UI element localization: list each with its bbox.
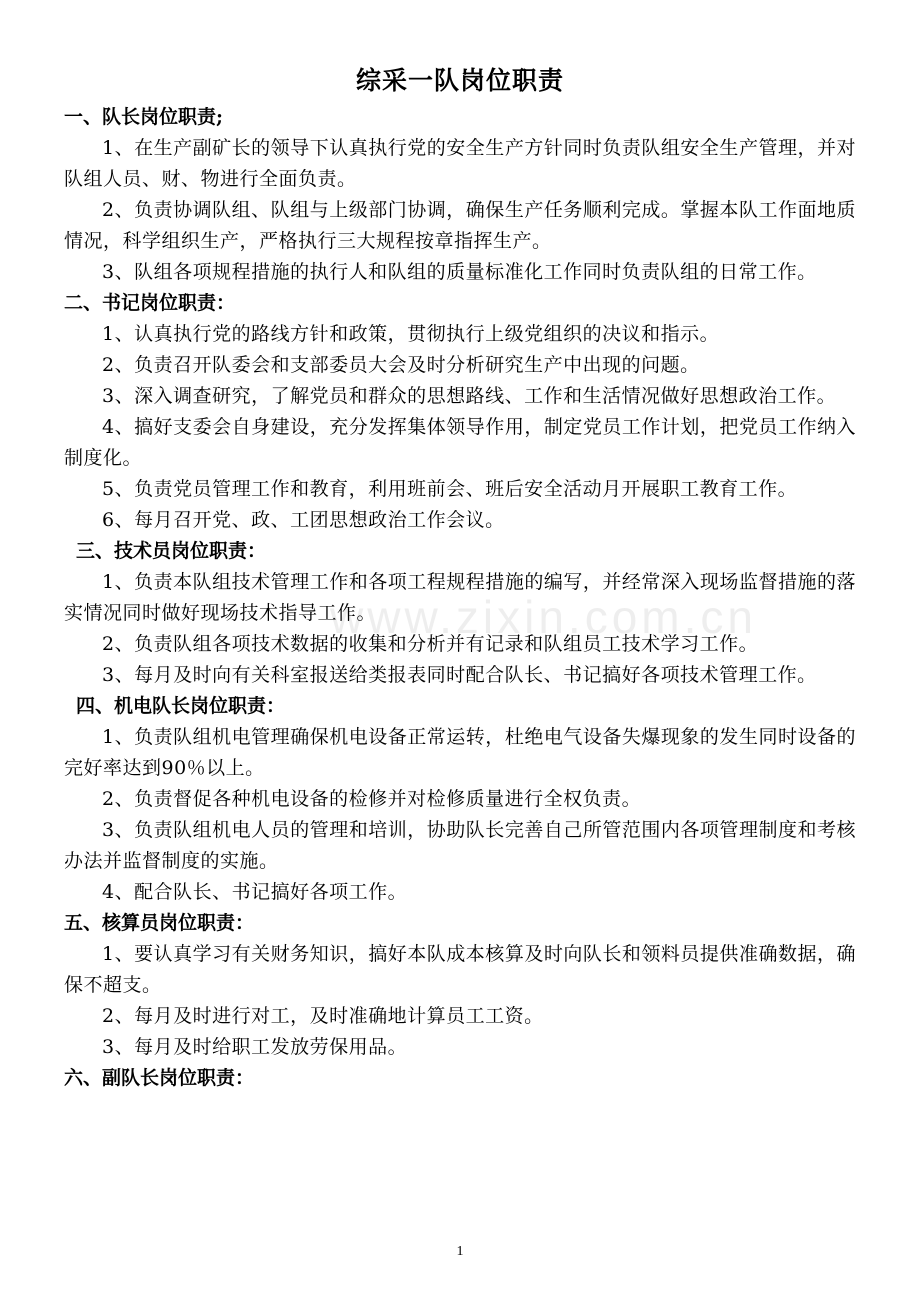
document-title: 综采一队岗位职责 (355, 66, 564, 95)
section-electromechanical-captain (64, 691, 856, 908)
duty-item: 3、每月及时向有关科室报送给类报表同时配合队长、书记搞好各项技术管理工作。 (102, 664, 817, 686)
duty-item: 1、在生产副矿长的领导下认真执行党的安全生产方针同时负责队组安全生产管理，并对队组人员、财、物进行全面负责。 (64, 137, 856, 190)
duty-item: 1、认真执行党的路线方针和政策，贯彻执行上级党组织的决议和指示。 (102, 323, 720, 345)
section-heading-captain: 一、队长岗位职责; (64, 106, 224, 128)
duty-item: 2、负责协调队组、队组与上级部门协调，确保生产任务顺利完成。掌握本队工作面地质情况，科学组织生产，严格执行三大规程按章指挥生产。 (64, 199, 856, 252)
duty-item: 1、要认真学习有关财务知识，搞好本队成本核算及时向队长和领料员提供准确数据，确保不超支。 (64, 943, 856, 996)
section-captain (64, 102, 856, 288)
section-heading-deputy-captain: 六、副队长岗位职责： (64, 1067, 255, 1089)
section-heading-electromechanical-captain: 四、机电队长岗位职责： (76, 695, 286, 717)
section-deputy-captain (64, 1063, 856, 1094)
section-accountant (64, 908, 856, 1063)
section-heading-accountant: 五、核算员岗位职责： (64, 912, 255, 934)
document-page (64, 62, 856, 1094)
duty-item: 3、负责队组机电人员的管理和培训，协助队长完善自己所管范围内各项管理制度和考核办法并监督制度的实施。 (64, 819, 856, 872)
section-heading-technician: 三、技术员岗位职责： (76, 540, 267, 562)
watermark: www.zixin.com.cn (330, 591, 757, 643)
duty-item: 2、负责队组各项技术数据的收集和分析并有记录和队组员工技术学习工作。 (102, 633, 759, 655)
duty-item: 2、负责督促各种机电设备的检修并对检修质量进行全权负责。 (102, 788, 642, 810)
duty-item: 3、队组各项规程措施的执行人和队组的质量标准化工作同时负责队组的日常工作。 (102, 261, 817, 283)
duty-item: 6、每月召开党、政、工团思想政治工作会议。 (102, 509, 505, 531)
duty-item: 1、负责队组机电管理确保机电设备正常运转，杜绝电气设备失爆现象的发生同时设备的完好率达到90％以上。 (64, 726, 856, 779)
section-secretary (64, 288, 856, 536)
duty-item: 4、配合队长、书记搞好各项工作。 (102, 881, 408, 903)
section-technician (64, 536, 856, 691)
duty-item: 5、负责党员管理工作和教育，利用班前会、班后安全活动月开展职工教育工作。 (102, 478, 798, 500)
page-number: 1 (456, 1244, 464, 1259)
section-heading-secretary: 二、书记岗位职责： (64, 292, 236, 314)
duty-item: 3、深入调查研究，了解党员和群众的思想路线、工作和生活情况做好思想政治工作。 (102, 385, 837, 407)
duty-item: 2、负责召开队委会和支部委员大会及时分析研究生产中出现的问题。 (102, 354, 700, 376)
duty-item: 4、搞好支委会自身建设，充分发挥集体领导作用，制定党员工作计划，把党员工作纳入制度化。 (64, 416, 856, 469)
duty-item: 3、每月及时给职工发放劳保用品。 (102, 1036, 408, 1058)
duty-item: 1、负责本队组技术管理工作和各项工程规程措施的编写，并经常深入现场监督措施的落实情况同时做好现场技术指导工作。 (64, 571, 856, 624)
duty-item: 2、每月及时进行对工，及时准确地计算员工工资。 (102, 1005, 544, 1027)
